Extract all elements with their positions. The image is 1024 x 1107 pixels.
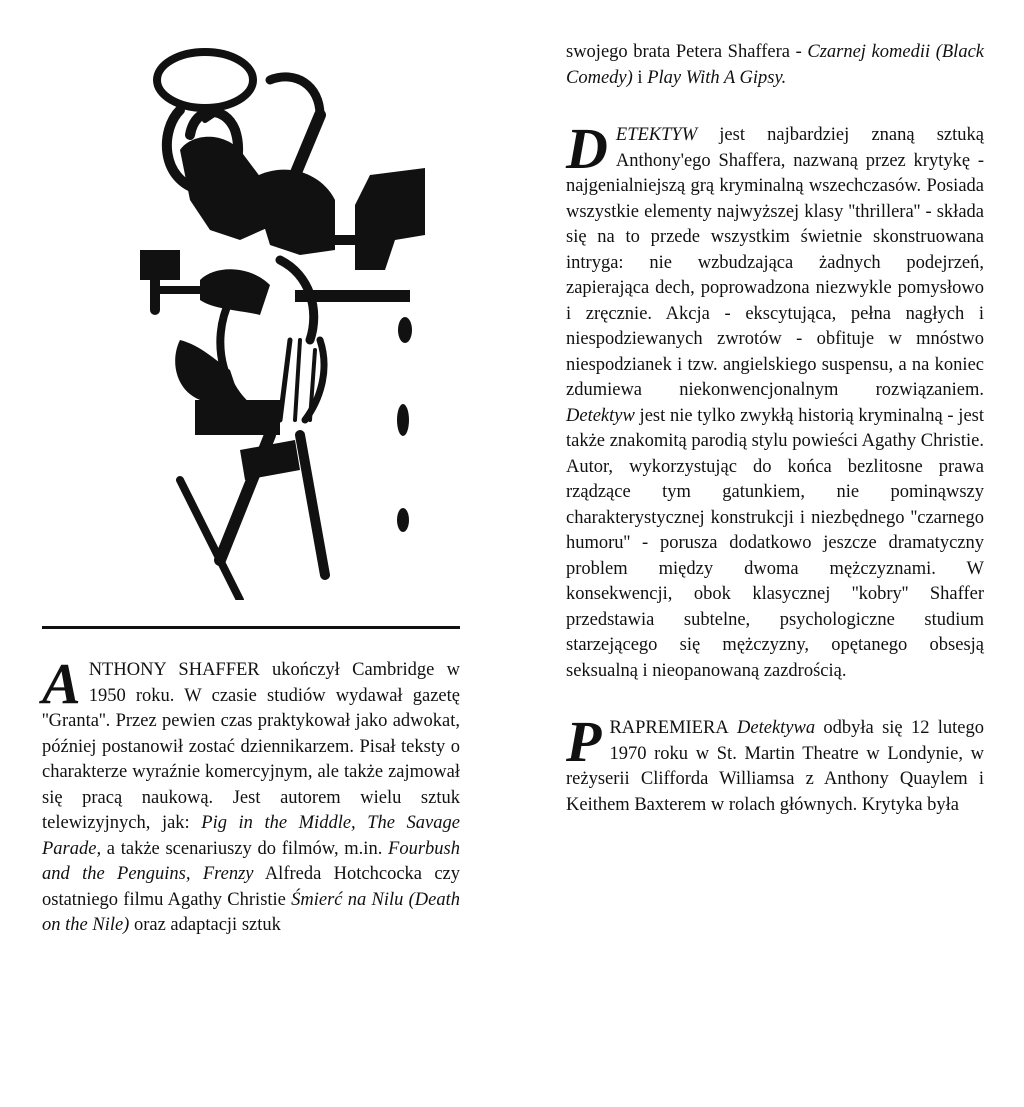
bio-paragraph (42, 651, 460, 939)
drop-cap-p: P (566, 709, 602, 774)
bio-italic-3: Śmierć na Nilu (Death on the Nile) (42, 889, 460, 935)
right-column (566, 40, 984, 818)
figure-illustration (120, 40, 440, 600)
bio-text-1: ukończył Cambridge w 1950 roku. W czasie studiów wydawał gazetę ''Granta''. Przez pewien czas praktykował jako adwokat, później postanowił zostać dziennikarzem. Pisał teksty o charakterze wyraźnie komercyjnym, ale także zajmował się pracą naukową. Jest autorem wielu sztuk telewizyjnych, jak: (42, 660, 460, 833)
prapremiera-paragraph (566, 709, 984, 818)
bio-text-2: a także scenariuszy do filmów, m.in. (101, 838, 389, 859)
bio-text-4: oraz adaptacji sztuk (129, 915, 281, 935)
detektyw-lead: ETEKTYW (615, 125, 698, 145)
detektyw-paragraph (566, 116, 984, 684)
cont-italic-2: Play With A Gipsy. (647, 67, 787, 88)
detektyw-text-2: jest nie tylko zwykłą historią kryminalną - jest także znakomitą parodią stylu powieści Agathy Christie. Autor, wykorzystując do końca bezlitosne prawa rządzące tym gatunkiem, nie pominąwszy charakterystycznej konstrukcji i niezbędnego ''czarnego humoru'' - porusza dodatkowo jeszcze dramatyczny problem między dwoma mężczyznami. W konsekwencji, obok klasycznej ''kobry'' Shaffer przedstawia subtelne, psychologiczne studium starzejącego się mężczyzny, opętanego obsesją seksualną i nieopanowaną zazdrością. (566, 405, 984, 681)
detektyw-text-1: jest najbardziej znaną sztuką Anthony'ego Shaffera, nazwaną przez krytykę - najgenialniejszą grą kryminalną wszechczasów. Posiada wszystkie elementy najwyższej klasy ''thrillera'' - składa się na to przede wszystkim świetnie skonstruowana intryga: nie wzbudzająca żadnych podejrzeń, zapierająca dech, poprowadzona niezwykle pomysłowo i zręcznie. Akcja - ekscytująca, pełna nagłych i niespodziewanych zwrotów - obfituje w mnóstwo niespodzianek i tzw. angielskiego suspensu, a na koniec zdumiewa niekonwencjonalnym rozwiązaniem. (566, 125, 984, 400)
bio-italic-1: Pig in the Middle, The Savage Parade, (42, 813, 460, 859)
prapremiera-text-1 (729, 718, 737, 738)
lead-name: NTHONY SHAFFER (88, 660, 260, 680)
cont-italic-1: Czarnej komedii (Black Comedy) (566, 42, 984, 88)
section-divider (42, 626, 460, 629)
drop-cap-d: D (566, 116, 608, 181)
detektyw-italic-1: Detektyw (566, 405, 635, 426)
bio-italic-2: Fourbush and the Penguins, Frenzy (42, 838, 460, 884)
continuation-paragraph (566, 40, 984, 91)
left-column (42, 651, 460, 939)
cont-text-2: i (632, 67, 648, 88)
prapremiera-lead: RAPREMIERA (609, 718, 729, 738)
bio-text-3: Alfreda Hotchcocka czy ostatniego filmu Agathy Christie (42, 864, 460, 910)
drop-cap-a: A (42, 651, 81, 716)
cont-text-1: swojego brata Petera Shaffera - (566, 42, 808, 62)
prapremiera-italic-1: Detektywa (737, 718, 816, 738)
prapremiera-text-2: odbyła się 12 lutego 1970 roku w St. Martin Theatre w Londynie, w reżyserii Clifforda Williamsa z Anthony Quaylem i Keithem Baxterem w rolach głównych. Krytyka była (566, 718, 984, 815)
